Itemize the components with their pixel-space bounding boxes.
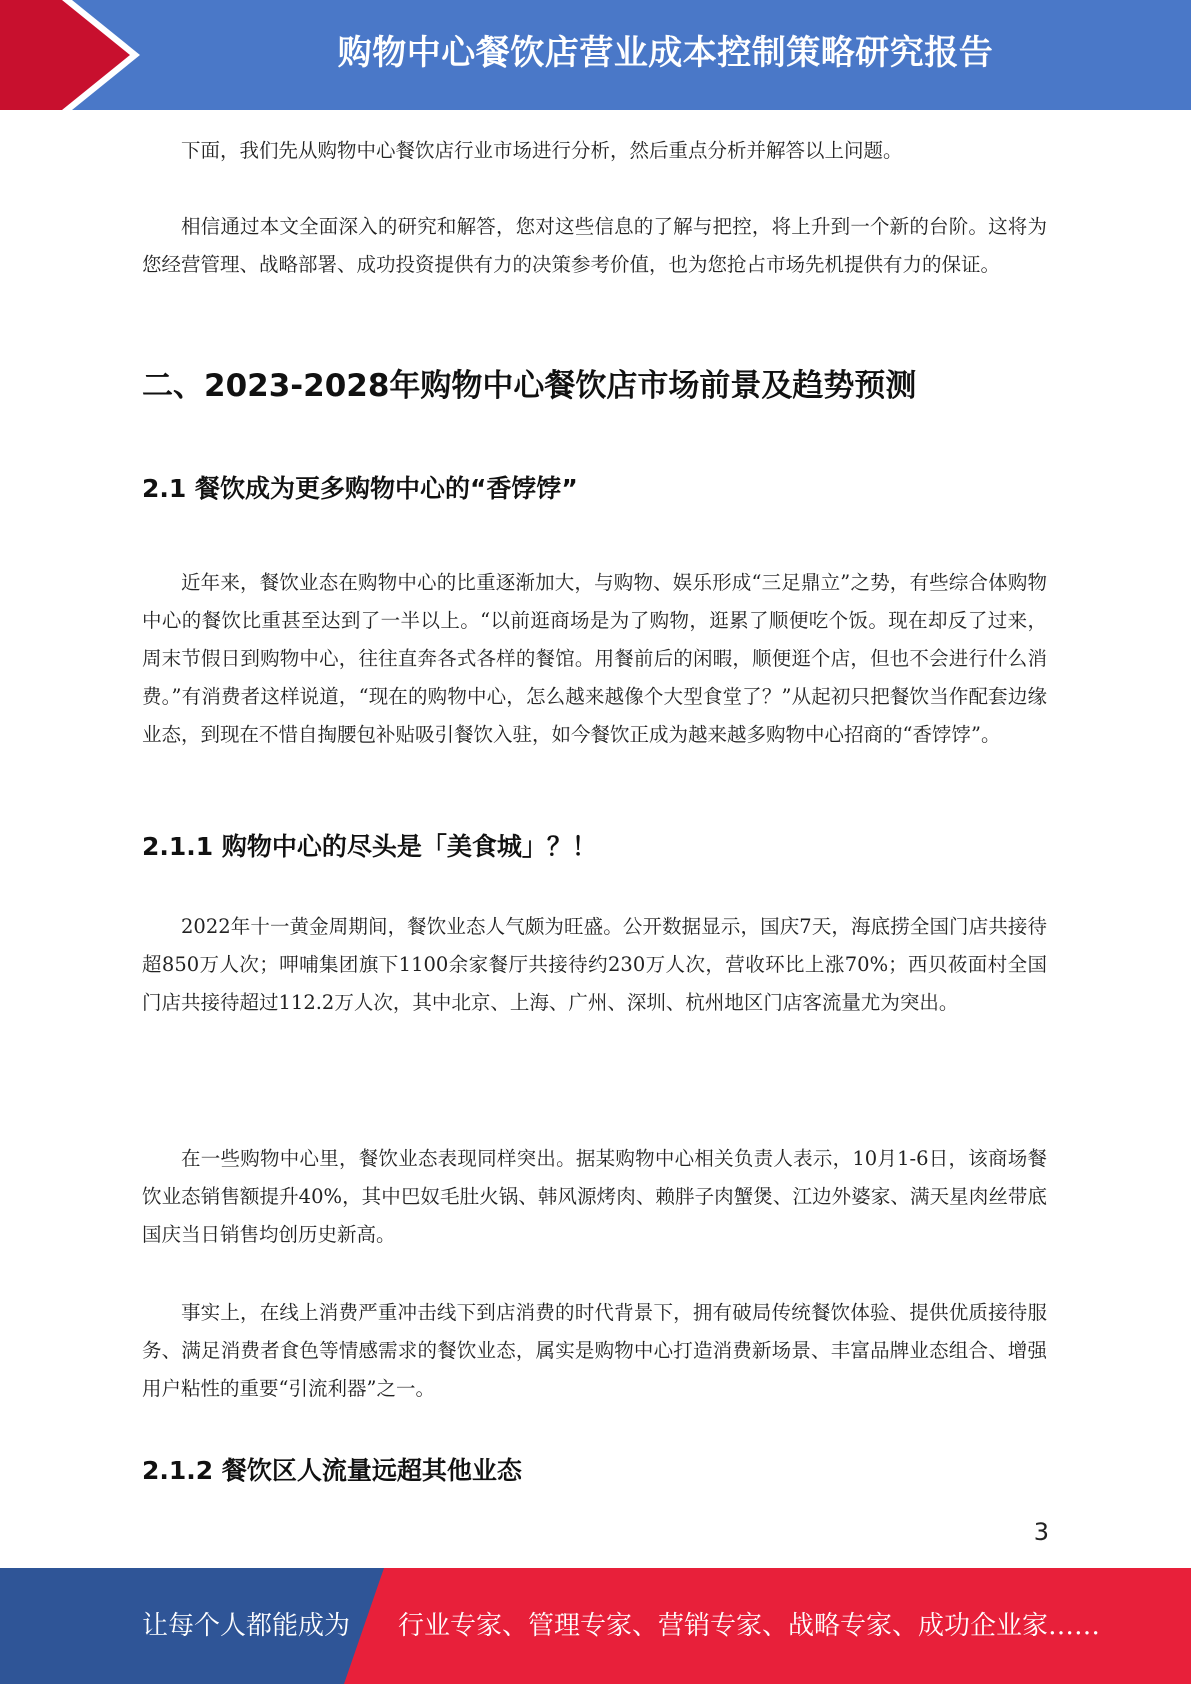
paragraph-2-1: 近年来，餐饮业态在购物中心的比重逐渐加大，与购物、娱乐形成“三足鼎立”之势，有些综合体购物中心的餐饮比重甚至达到了一半以上。“以前逛商场是为了购物，逛累了顺便吃个饭。现在却反了过来，周末节假日到购物中心，往往直奔各式各样的餐馆。用餐前后的闲暇，顺便逛个店，但也不会进行什么消费。”有消费者这样说道，“现在的购物中心，怎么越来越像个大型食堂了？”从起初只把餐饮当作配套边缘业态，到现在不惜自掏腰包补贴吸引餐饮入驻，如今餐饮正成为越来越多购物中心招商的“香饽饽”。 (142, 571, 1047, 746)
subsection-heading-2-1-1: 2.1.1 购物中心的尽头是「美食城」？！ (142, 832, 597, 861)
paragraph-mall-sales: 在一些购物中心里，餐饮业态表现同样突出。据某购物中心相关负责人表示，10月1-6日，该商场餐饮业态销售额提升40%，其中巴奴毛肚火锅、韩风源烤肉、赖胖子肉蟹煲、江边外婆家、满天星肉丝带底国庆当日销售均创历史新高。 (142, 1147, 1047, 1246)
footer-slogan-right: 行业专家、管理专家、营销专家、战略专家、成功企业家…… (398, 1611, 1101, 1641)
page-number: 3 (1033, 1518, 1049, 1546)
subsection-heading-2-1: 2.1 餐饮成为更多购物中心的“香饽饽” (142, 474, 578, 503)
page-footer (0, 1568, 1191, 1684)
paragraph-holiday-data: 2022年十一黄金周期间，餐饮业态人气颇为旺盛。公开数据显示，国庆7天，海底捞全国门店共接待超850万人次；呷哺集团旗下1100余家餐厅共接待约230万人次，营收环比上涨70%；西贝莜面村全国门店共接待超过112.2万人次，其中北京、上海、广州、深圳、杭州地区门店客流量尤为突出。 (142, 915, 1047, 1014)
section-heading: 二、2023-2028年购物中心餐饮店市场前景及趋势预测 (142, 368, 917, 404)
report-title: 购物中心餐饮店营业成本控制策略研究报告 (337, 33, 994, 73)
intro-paragraph-2: 相信通过本文全面深入的研究和解答，您对这些信息的了解与把控，将上升到一个新的台阶。这将为您经营管理、战略部署、成功投资提供有力的决策参考价值，也为您抢占市场先机提供有力的保证。 (142, 215, 1047, 276)
intro-paragraph: 下面，我们先从购物中心餐饮店行业市场进行分析，然后重点分析并解答以上问题。 (181, 139, 903, 162)
header-arrow-icon (0, 0, 160, 110)
footer-slogan-left: 让每个人都能成为 (142, 1611, 351, 1641)
page-header (0, 0, 1191, 110)
paragraph-traffic-tool: 事实上，在线上消费严重冲击线下到店消费的时代背景下，拥有破局传统餐饮体验、提供优质接待服务、满足消费者食色等情感需求的餐饮业态，属实是购物中心打造消费新场景、丰富品牌业态组合、增强用户粘性的重要“引流利器”之一。 (142, 1301, 1047, 1400)
subsection-heading-2-1-2: 2.1.2 餐饮区人流量远超其他业态 (142, 1456, 522, 1485)
